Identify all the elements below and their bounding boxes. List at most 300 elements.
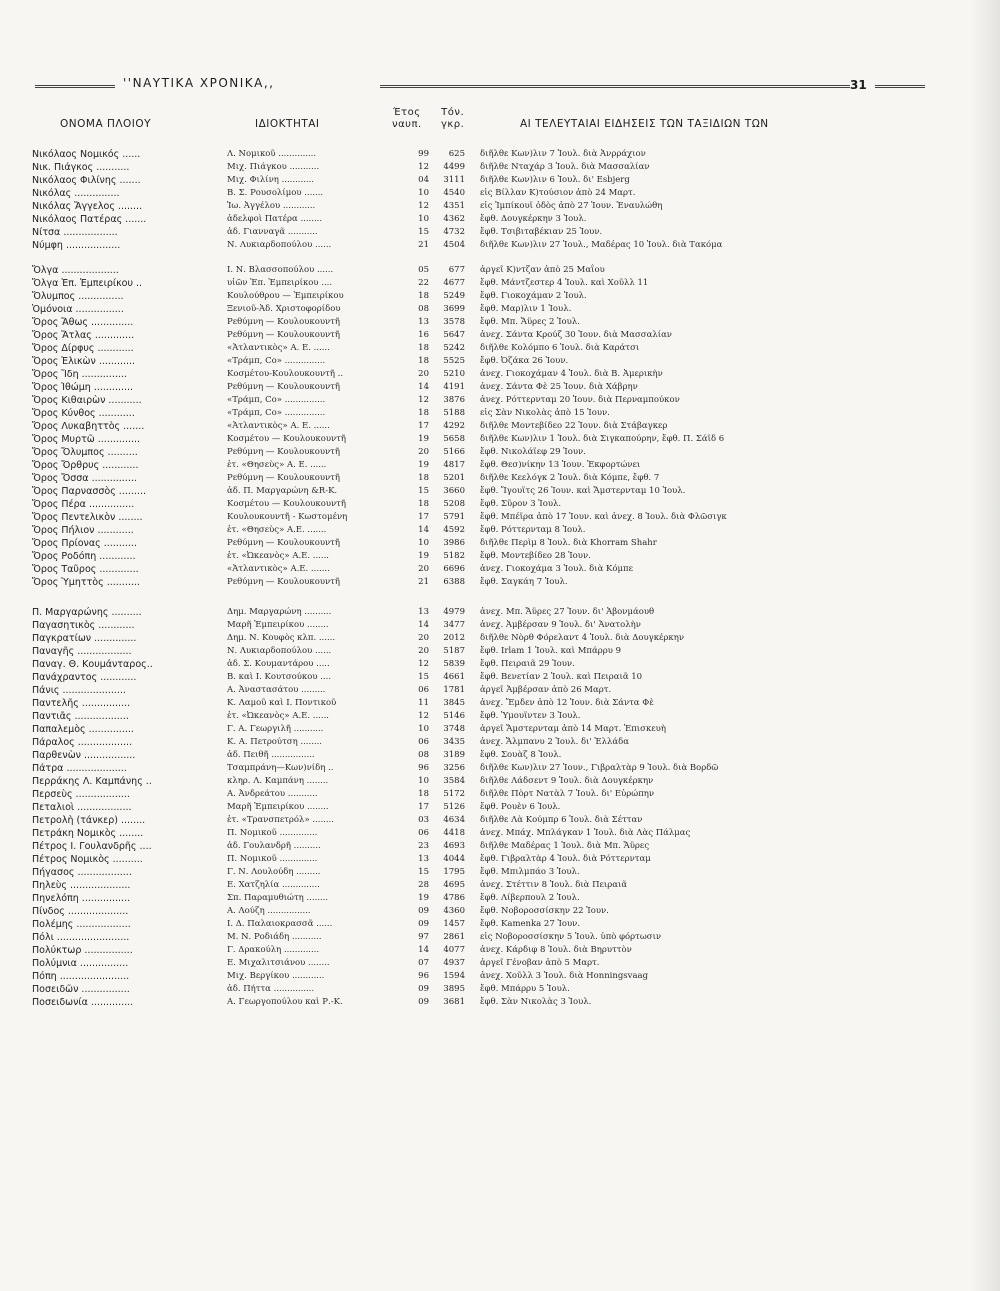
ship-owner: Ἰω. Ἀγγέλου ............ bbox=[227, 201, 316, 211]
ship-name: Νίτσα .................. bbox=[32, 227, 118, 238]
table-row bbox=[32, 485, 912, 498]
ship-year: 13 bbox=[418, 317, 429, 327]
ship-owner: Β. Σ. Ρουσολίμου ....... bbox=[227, 188, 324, 198]
year-header-line2: ναυπ. bbox=[392, 119, 422, 130]
ship-owner: Ρεθύμνη — Κουλουκουντῆ bbox=[227, 317, 340, 327]
table-row bbox=[32, 957, 912, 970]
ship-year: 99 bbox=[418, 149, 429, 159]
ship-news: ἔφθ. Μπιλμπάο 3 Ἰουλ. bbox=[480, 867, 580, 877]
table-row bbox=[32, 723, 912, 736]
table-row bbox=[32, 213, 912, 226]
ship-tons: 2861 bbox=[443, 932, 465, 942]
ship-tons: 4677 bbox=[443, 278, 465, 288]
column-header-name: ΟΝΟΜΑ ΠΛΟΙΟΥ bbox=[60, 118, 152, 130]
ship-year: 08 bbox=[418, 304, 429, 314]
ship-year: 16 bbox=[418, 330, 429, 340]
ship-news: ἔφθ. Μπ. Ἄϋρες 2 Ἰουλ. bbox=[480, 317, 580, 327]
ship-owner: «Τράμπ, Co» ............... bbox=[227, 356, 326, 366]
ship-news: ἔφθ. Ρουὲν 6 Ἰουλ. bbox=[480, 802, 561, 812]
ship-year: 12 bbox=[418, 659, 429, 669]
ship-tons: 5182 bbox=[443, 551, 465, 561]
ship-tons: 5249 bbox=[443, 291, 465, 301]
table-row bbox=[32, 264, 912, 277]
ship-owner: Δημ. Μαργαρώνη .......... bbox=[227, 607, 332, 617]
ship-news: ἔφθ. Λίβερπουλ 2 Ἰουλ. bbox=[480, 893, 580, 903]
ship-tons: 4817 bbox=[443, 460, 465, 470]
table-row bbox=[32, 277, 912, 290]
table-row bbox=[32, 684, 912, 697]
table-row bbox=[32, 148, 912, 161]
ship-name: Νικόλαος Φιλίνης ....... bbox=[32, 175, 141, 186]
table-row bbox=[32, 161, 912, 174]
table-row bbox=[32, 407, 912, 420]
table-row bbox=[32, 931, 912, 944]
ship-year: 19 bbox=[418, 551, 429, 561]
ship-tons: 5208 bbox=[443, 499, 465, 509]
ship-news: ἔφθ. Ρόττερνταμ 8 Ἰουλ. bbox=[480, 525, 586, 535]
ship-name: Ὄρος Ἴδη ............... bbox=[32, 369, 127, 380]
ship-news: ἀνεχ. Χοῦλλ 3 Ἰουλ. διὰ Honningsvaag bbox=[480, 971, 649, 981]
ship-tons: 6696 bbox=[443, 564, 465, 574]
ship-tons: 5188 bbox=[443, 408, 465, 418]
ship-name: Πετρολὴ (τάνκερ) ........ bbox=[32, 815, 146, 826]
ship-owner: ἀδελφοὶ Πατέρα ........ bbox=[227, 214, 323, 224]
table-row bbox=[32, 918, 912, 931]
ship-year: 10 bbox=[418, 214, 429, 224]
ship-news: ἀργεῖ Γένοβαν ἀπὸ 5 Μαρτ. bbox=[480, 958, 600, 968]
ship-owner: «Ἀτλαντικὸς» Α. Ε. ...... bbox=[227, 421, 330, 431]
ship-owner: Β. καὶ Ι. Κουτσούκου .... bbox=[227, 672, 332, 682]
ship-tons: 3578 bbox=[443, 317, 465, 327]
ship-name: Πολύμνια ................ bbox=[32, 958, 129, 969]
ship-owner: ἀδ. Π. Μαργαρώνη &R-K. bbox=[227, 486, 338, 496]
ship-owner: Ρεθύμνη — Κουλουκουντῆ bbox=[227, 577, 340, 587]
ship-name: Ὄρος Λυκαβηττὸς ....... bbox=[32, 421, 145, 432]
ship-tons: 4418 bbox=[443, 828, 465, 838]
ship-group-n bbox=[32, 148, 912, 252]
ship-owner: «Τράμπ, Co» ............... bbox=[227, 408, 326, 418]
ship-name: Πήγασος .................. bbox=[32, 867, 132, 878]
ship-year: 96 bbox=[418, 971, 429, 981]
ship-name: Πάραλος .................. bbox=[32, 737, 133, 748]
ship-name: Ὄλυμπος ............... bbox=[32, 291, 124, 302]
table-row bbox=[32, 239, 912, 252]
table-row bbox=[32, 446, 912, 459]
ship-name: Ὄρος Πέρα ............... bbox=[32, 499, 135, 510]
ship-year: 12 bbox=[418, 395, 429, 405]
ship-year: 10 bbox=[418, 776, 429, 786]
ship-name: Ὄλγα ................... bbox=[32, 265, 119, 276]
ship-news: ἔφθ. Ὀζάκα 26 Ἰουν. bbox=[480, 356, 569, 366]
table-row bbox=[32, 368, 912, 381]
table-row bbox=[32, 710, 912, 723]
ship-tons: 6388 bbox=[443, 577, 465, 587]
ship-year: 20 bbox=[418, 447, 429, 457]
ship-tons: 3111 bbox=[443, 175, 465, 185]
ship-news: ἔφθ. Βενετίαν 2 Ἰουλ. καὶ Πειραιᾶ 10 bbox=[480, 672, 643, 682]
ship-year: 19 bbox=[418, 893, 429, 903]
ship-tons: 5658 bbox=[443, 434, 465, 444]
ship-tons: 677 bbox=[448, 265, 465, 275]
ship-news: διῆλθε Κων)λιν 6 Ἰουλ. δι' Esbjerg bbox=[480, 175, 630, 185]
tons-header-line2: γκρ. bbox=[441, 119, 465, 130]
ship-tons: 1457 bbox=[443, 919, 465, 929]
ship-tons: 3584 bbox=[443, 776, 465, 786]
ship-tons: 3435 bbox=[443, 737, 465, 747]
table-row bbox=[32, 329, 912, 342]
ship-year: 09 bbox=[418, 997, 429, 1007]
ship-name: Παπαλεμὸς ............... bbox=[32, 724, 134, 735]
ship-tons: 4077 bbox=[443, 945, 465, 955]
ship-owner: Ξενιοῦ-Ἀδ. Χριστοφορίδου bbox=[227, 304, 341, 314]
ship-owner: ἀδ. Πειθῆ ................ bbox=[227, 750, 315, 760]
ship-year: 15 bbox=[418, 227, 429, 237]
ship-news: ἔφθ. Σὰν Νικολὰς 3 Ἰουλ. bbox=[480, 997, 592, 1007]
table-row bbox=[32, 524, 912, 537]
ship-owner: Σπ. Παραμυθιώτη ........ bbox=[227, 893, 329, 903]
ship-owner: Π. Νομικοῦ .............. bbox=[227, 828, 318, 838]
ship-name: Ποσειδωνία .............. bbox=[32, 997, 134, 1008]
header-rule-right bbox=[380, 85, 850, 88]
ship-year: 12 bbox=[418, 162, 429, 172]
ship-year: 96 bbox=[418, 763, 429, 773]
ship-owner: Ρεθύμνη — Κουλουκουντῆ bbox=[227, 382, 340, 392]
ship-name: Παγασητικὸς ............ bbox=[32, 620, 135, 631]
ship-year: 18 bbox=[418, 789, 429, 799]
ship-name: Ὄλγα Ἐπ. Ἐμπειρίκου .. bbox=[32, 278, 143, 289]
table-row bbox=[32, 658, 912, 671]
ship-news: ἔφθ. Τσιβιταβέκιαν 25 Ἰουν. bbox=[480, 227, 603, 237]
ship-tons: 4504 bbox=[443, 240, 465, 250]
table-row bbox=[32, 879, 912, 892]
ship-name: Παναγ. Θ. Κουμάνταρος.. bbox=[32, 659, 153, 670]
column-header-tons bbox=[441, 107, 464, 131]
ship-news: ἔφθ. Μπέϊρα ἀπὸ 17 Ἰουν. καὶ ἀνεχ. 8 Ἰουλ. διὰ Φλῶσιγκ bbox=[480, 512, 727, 522]
table-row bbox=[32, 537, 912, 550]
ship-year: 18 bbox=[418, 499, 429, 509]
ship-tons: 4592 bbox=[443, 525, 465, 535]
ship-year: 28 bbox=[418, 880, 429, 890]
ship-news: ἔφθ. Irlam 1 Ἰουλ. καὶ Μπάρρυ 9 bbox=[480, 646, 622, 656]
ship-news: ἀνεχ. Σάντα Κρούζ 30 Ἰουν. διὰ Μασσαλίαν bbox=[480, 330, 672, 340]
ship-news: ἀνεχ. Μπάχ. Μπλάγκαν 1 Ἰουλ. διὰ Λὰς Πάλμας bbox=[480, 828, 691, 838]
ship-news: ἔφθ. Πειραιᾶ 29 Ἰουν. bbox=[480, 659, 575, 669]
ship-year: 17 bbox=[418, 421, 429, 431]
ship-tons: 4979 bbox=[443, 607, 465, 617]
ship-name: Πόλι ........................ bbox=[32, 932, 130, 943]
table-row bbox=[32, 970, 912, 983]
table-row bbox=[32, 394, 912, 407]
ship-year: 22 bbox=[418, 278, 429, 288]
ship-owner: Α. Ἀναστασάτου ......... bbox=[227, 685, 326, 695]
ship-tons: 5166 bbox=[443, 447, 465, 457]
ship-owner: «Τράμπ, Co» ............... bbox=[227, 395, 326, 405]
ship-news: ἔφθ. Ὑμουϊντεν 3 Ἰουλ. bbox=[480, 711, 581, 721]
ship-name: Πολέμης .................. bbox=[32, 919, 131, 930]
ship-name: Ποσειδῶν ................ bbox=[32, 984, 130, 995]
table-row bbox=[32, 944, 912, 957]
ship-name: Νικόλαος Νομικός ...... bbox=[32, 149, 141, 160]
ship-tons: 3748 bbox=[443, 724, 465, 734]
ship-owner: Κ. Λαμοῦ καὶ Ι. Ποντικοῦ bbox=[227, 698, 337, 708]
ship-news: διῆλθε Νταχάρ 3 Ἰουλ. διὰ Μασσαλίαν bbox=[480, 162, 650, 172]
ship-name: Παγκρατίων .............. bbox=[32, 633, 137, 644]
ship-tons: 3845 bbox=[443, 698, 465, 708]
table-row bbox=[32, 303, 912, 316]
ship-owner: κληρ. Λ. Καμπάνη ........ bbox=[227, 776, 329, 786]
ship-tons: 5146 bbox=[443, 711, 465, 721]
ship-year: 06 bbox=[418, 685, 429, 695]
ship-year: 14 bbox=[418, 945, 429, 955]
ship-name: Πάνις ..................... bbox=[32, 685, 126, 696]
ship-name: Πετράκη Νομικὸς ........ bbox=[32, 828, 144, 839]
ship-owner: Γ. Δρακούλη ............. bbox=[227, 945, 320, 955]
publication-title: ''ΝΑΥΤΙΚΑ ΧΡΟΝΙΚΑ,, bbox=[123, 76, 275, 90]
ship-owner: Π. Νομικοῦ .............. bbox=[227, 854, 318, 864]
table-row bbox=[32, 433, 912, 446]
ship-year: 18 bbox=[418, 473, 429, 483]
ship-year: 21 bbox=[418, 577, 429, 587]
ship-name: Ὄρος Πεντελικὸν ........ bbox=[32, 512, 143, 523]
ship-name: Παναγῆς .................. bbox=[32, 646, 132, 657]
ship-year: 18 bbox=[418, 291, 429, 301]
ship-news: ἀνεχ. Γιοκοχάμα 3 Ἰουλ. διὰ Κόμπε bbox=[480, 564, 633, 574]
ship-year: 13 bbox=[418, 607, 429, 617]
ship-news: ἀνεχ. Σάντα Φὲ 25 Ἰουν. διὰ Χάβρην bbox=[480, 382, 638, 392]
ship-owner: ἑτ. «Θησεὺς» Α. Ε. ...... bbox=[227, 460, 327, 470]
ship-year: 09 bbox=[418, 919, 429, 929]
ship-owner: Ρεθύμνη — Κουλουκουντῆ bbox=[227, 538, 340, 548]
ship-tons: 5791 bbox=[443, 512, 465, 522]
ship-name: Περράκης Λ. Καμπάνης .. bbox=[32, 776, 152, 787]
ship-owner: Λ. Νομικοῦ .............. bbox=[227, 149, 317, 159]
table-row bbox=[32, 632, 912, 645]
ship-owner: Κοσμέτου — Κουλουκουντῆ bbox=[227, 434, 346, 444]
ship-name: Ὄρος Ἄθως .............. bbox=[32, 317, 134, 328]
ship-year: 10 bbox=[418, 188, 429, 198]
ship-owner: ἀδ. Γουλανδρῆ .......... bbox=[227, 841, 321, 851]
ship-tons: 4732 bbox=[443, 227, 465, 237]
ship-news: διῆλθε Νὸρθ Φόρελαντ 4 Ἰουλ. διὰ Δουγκέρκην bbox=[480, 633, 685, 643]
table-row bbox=[32, 645, 912, 658]
ship-year: 18 bbox=[418, 408, 429, 418]
ship-year: 14 bbox=[418, 525, 429, 535]
ship-news: ἔφθ. Θεσ)νίκην 13 Ἰουν. Ἐκφορτώνει bbox=[480, 460, 641, 470]
ship-news: εἰς Βίλλαν Κ)τούσιον ἀπὸ 24 Μαρτ. bbox=[480, 188, 636, 198]
ship-tons: 3895 bbox=[443, 984, 465, 994]
ship-tons: 3189 bbox=[443, 750, 465, 760]
ship-news: ἀργεῖ Ἄμστερνταμ ἀπὸ 14 Μαρτ. Ἐπισκευὴ bbox=[480, 724, 666, 734]
ship-name: Ὄρος Ταῦρος ............. bbox=[32, 564, 139, 575]
ship-tons: 5647 bbox=[443, 330, 465, 340]
ship-news: διῆλθε Κων)λιν 27 Ἰουν., Γιβραλτὰρ 9 Ἰουλ. διὰ Βορδῶ bbox=[480, 763, 719, 773]
ship-owner: Ρεθύμνη — Κουλουκουντῆ bbox=[227, 330, 340, 340]
table-row bbox=[32, 736, 912, 749]
ship-tons: 4044 bbox=[443, 854, 465, 864]
year-header-line1: Έτος bbox=[393, 107, 421, 118]
ship-owner: Κοσμέτου — Κουλουκουντῆ bbox=[227, 499, 346, 509]
ship-news: ἀργεῖ Ἀμβέρσαν ἀπὸ 26 Μαρτ. bbox=[480, 685, 612, 695]
ship-news: ἀνεχ. Κάρδιφ 8 Ἰουλ. διὰ Βηρυττὸν bbox=[480, 945, 632, 955]
ship-news: εἰς Ἰμπίκουϊ ὁδὸς ἀπὸ 27 Ἰουν. Ἐναυλώθη bbox=[480, 201, 663, 211]
ship-owner: Ε. Μιχαλιτσιάνου ........ bbox=[227, 958, 330, 968]
ship-tons: 4351 bbox=[443, 201, 465, 211]
ship-news: ἔφθ. Kamenka 27 Ἰουν. bbox=[480, 919, 581, 929]
ship-year: 20 bbox=[418, 369, 429, 379]
table-row bbox=[32, 840, 912, 853]
ship-owner: Ι. Δ. Παλαιοκρασσᾶ ...... bbox=[227, 919, 333, 929]
ship-owner: Τσαμπράνη—Κων)νίδη .. bbox=[227, 763, 334, 773]
ship-tons: 4634 bbox=[443, 815, 465, 825]
ship-name: Πόπη ....................... bbox=[32, 971, 130, 982]
ship-owner: Ν. Λυκιαρδοπούλου ...... bbox=[227, 240, 332, 250]
page-edge-shadow bbox=[970, 0, 1000, 1291]
ship-owner: «Ἀτλαντικὸς» Α. Ε. ...... bbox=[227, 343, 330, 353]
ship-tons: 4937 bbox=[443, 958, 465, 968]
ship-owner: ἑτ. «Ὠκεανὸς» Α.Ε. ...... bbox=[227, 551, 329, 561]
header-rule-tail bbox=[875, 85, 925, 88]
ship-year: 15 bbox=[418, 672, 429, 682]
ship-owner: υἱῶν Ἐπ. Ἐμπειρίκου .... bbox=[227, 278, 333, 288]
ship-news: διῆλθε Πὸρτ Νατὰλ 7 Ἰουλ. δι' Εὐρώπην bbox=[480, 789, 655, 799]
ship-owner: Ρεθύμνη — Κουλουκουντῆ bbox=[227, 447, 340, 457]
header-rule-left bbox=[35, 85, 115, 88]
ship-owner: ἀδ. Σ. Κουμαντάρου ..... bbox=[227, 659, 330, 669]
ship-name: Πηλεὺς .................... bbox=[32, 880, 131, 891]
table-row bbox=[32, 983, 912, 996]
table-row bbox=[32, 563, 912, 576]
ship-year: 05 bbox=[418, 265, 429, 275]
ship-tons: 4360 bbox=[443, 906, 465, 916]
ship-owner: Δημ. Ν. Κουφὸς κλπ. ...... bbox=[227, 633, 336, 643]
ship-year: 14 bbox=[418, 382, 429, 392]
ship-news: ἔφθ. Σῦρον 3 Ἰουλ. bbox=[480, 499, 562, 509]
ship-tons: 4661 bbox=[443, 672, 465, 682]
table-row bbox=[32, 200, 912, 213]
ship-news: ἔφθ. Μάντζεστερ 4 Ἰουλ. καὶ Χοῦλλ 11 bbox=[480, 278, 649, 288]
ship-name: Πέτρος Νομικὸς .......... bbox=[32, 854, 143, 865]
ship-owner: Μιχ. Πιάγκου ........... bbox=[227, 162, 320, 172]
ship-year: 18 bbox=[418, 343, 429, 353]
ship-news: ἀνεχ. Ἄλμπανυ 2 Ἰουλ. δι' Ἑλλάδα bbox=[480, 737, 630, 747]
ship-year: 12 bbox=[418, 201, 429, 211]
ship-news: διῆλθε Λάδσεντ 9 Ἰουλ. διὰ Δουγκέρκην bbox=[480, 776, 654, 786]
ship-tons: 4693 bbox=[443, 841, 465, 851]
ship-name: Ὄρος Πρίονας ........... bbox=[32, 538, 137, 549]
ship-year: 23 bbox=[418, 841, 429, 851]
ship-year: 10 bbox=[418, 538, 429, 548]
ship-group-o bbox=[32, 264, 912, 589]
table-row bbox=[32, 762, 912, 775]
table-row bbox=[32, 511, 912, 524]
table-row bbox=[32, 174, 912, 187]
ship-tons: 3681 bbox=[443, 997, 465, 1007]
ship-news: ἔφθ. Ἴγουϊτς 26 Ἰουν. καὶ Ἄμστερνταμ 10 Ἰουλ. bbox=[480, 486, 686, 496]
ship-tons: 4695 bbox=[443, 880, 465, 890]
column-header-news: ΑΙ ΤΕΛΕΥΤΑΙΑΙ ΕΙΔΗΣΕΙΣ ΤΩΝ ΤΑΞΙΔΙΩΝ ΤΩΝ bbox=[520, 118, 769, 130]
ship-year: 19 bbox=[418, 434, 429, 444]
table-row bbox=[32, 606, 912, 619]
ship-name: Ὄρος Παρνασσὸς ......... bbox=[32, 486, 146, 497]
ship-name: Παρθενὼν ................. bbox=[32, 750, 136, 761]
ship-owner: Α. Ἀνδρεάτου ........... bbox=[227, 789, 318, 799]
table-row bbox=[32, 801, 912, 814]
ship-news: διῆλθε Μαδέρας 1 Ἰουλ. διὰ Μπ. Ἄϋρες bbox=[480, 841, 650, 851]
ship-owner: Ρεθύμνη — Κουλουκουντῆ bbox=[227, 473, 340, 483]
ship-news: ἔφθ. Νικολάϊεφ 29 Ἰουν. bbox=[480, 447, 586, 457]
ship-tons: 1795 bbox=[443, 867, 465, 877]
table-row bbox=[32, 788, 912, 801]
ship-name: Ὄρος Μυρτῶ .............. bbox=[32, 434, 141, 445]
table-row bbox=[32, 749, 912, 762]
ship-tons: 4499 bbox=[443, 162, 465, 172]
ship-news: εἰς Νοβοροσσίσκην 5 Ἰουλ. ὑπὸ φόρτωσιν bbox=[480, 932, 662, 942]
ship-news: ἔφθ. Γιοκοχάμαν 2 Ἰουλ. bbox=[480, 291, 587, 301]
ship-owner: Μαρῆ Ἐμπειρίκου ........ bbox=[227, 620, 329, 630]
ship-year: 18 bbox=[418, 356, 429, 366]
ship-year: 03 bbox=[418, 815, 429, 825]
ship-owner: Κουλούθρου — Ἐμπειρίκου bbox=[227, 291, 344, 301]
ship-name: Νικόλας ............... bbox=[32, 188, 120, 199]
column-header-year bbox=[392, 107, 422, 131]
table-row bbox=[32, 671, 912, 684]
ship-owner: Κουλουκουντῆ - Κωστομένη bbox=[227, 512, 348, 522]
ship-news: ἀνεχ. Ἔμδεν ἀπὸ 12 Ἰουν. διὰ Σάντα Φὲ bbox=[480, 698, 654, 708]
ship-owner: Κοσμέτου-Κουλουκουντῆ .. bbox=[227, 369, 344, 379]
ship-name: Πίνδος .................... bbox=[32, 906, 129, 917]
ship-news: ἔφθ. Νοβοροσσίσκην 22 Ἰουν. bbox=[480, 906, 609, 916]
ship-owner: Α. Λούζη ................ bbox=[227, 906, 311, 916]
ship-name: Ὄρος Ροδόπη ............ bbox=[32, 551, 136, 562]
ship-name: Πηνελόπη ................ bbox=[32, 893, 131, 904]
ship-tons: 4540 bbox=[443, 188, 465, 198]
ship-tons: 5172 bbox=[443, 789, 465, 799]
table-row bbox=[32, 342, 912, 355]
page-number: 31 bbox=[850, 78, 867, 92]
table-row bbox=[32, 619, 912, 632]
table-row bbox=[32, 290, 912, 303]
table-row bbox=[32, 697, 912, 710]
ship-news: διῆλθε Λὰ Κούμπρ 6 Ἰουλ. διὰ Σέτταν bbox=[480, 815, 643, 825]
ship-year: 15 bbox=[418, 867, 429, 877]
ship-year: 09 bbox=[418, 984, 429, 994]
ship-year: 20 bbox=[418, 646, 429, 656]
ship-tons: 3477 bbox=[443, 620, 465, 630]
ship-year: 21 bbox=[418, 240, 429, 250]
table-row bbox=[32, 459, 912, 472]
ship-tons: 5126 bbox=[443, 802, 465, 812]
ship-name: Πάτρα .................... bbox=[32, 763, 127, 774]
ship-owner: Ι. Ν. Βλασσοπούλου ...... bbox=[227, 265, 334, 275]
ship-news: ἔφθ. Δουγκέρκην 3 Ἰουλ. bbox=[480, 214, 587, 224]
tons-header-line1: Τόν. bbox=[441, 107, 465, 118]
ship-name: Ὄρος Δίρφυς ............ bbox=[32, 343, 134, 354]
table-row bbox=[32, 996, 912, 1009]
ship-year: 19 bbox=[418, 460, 429, 470]
ship-news: ἀνεχ. Γιοκοχάμαν 4 Ἰουλ. διὰ Β. Ἀμερικὴν bbox=[480, 369, 663, 379]
ship-owner: ἑτ. «Ὠκεανὸς» Α.Ε. ...... bbox=[227, 711, 329, 721]
ship-name: Ὁμόνοια ................ bbox=[32, 304, 124, 315]
ship-year: 13 bbox=[418, 854, 429, 864]
ship-year: 08 bbox=[418, 750, 429, 760]
ship-name: Ὄρος Κύνθος ............ bbox=[32, 408, 135, 419]
ship-news: ἀργεῖ Κ)ντζαν ἀπὸ 25 Μαΐου bbox=[480, 265, 605, 275]
ship-news: διῆλθε Κων)λιν 7 Ἰουλ. διὰ Ἀνρράχιον bbox=[480, 149, 646, 159]
ship-name: Νικόλαος Πατέρας ....... bbox=[32, 214, 147, 225]
ship-tons: 5201 bbox=[443, 473, 465, 483]
ship-year: 10 bbox=[418, 724, 429, 734]
ship-tons: 3986 bbox=[443, 538, 465, 548]
